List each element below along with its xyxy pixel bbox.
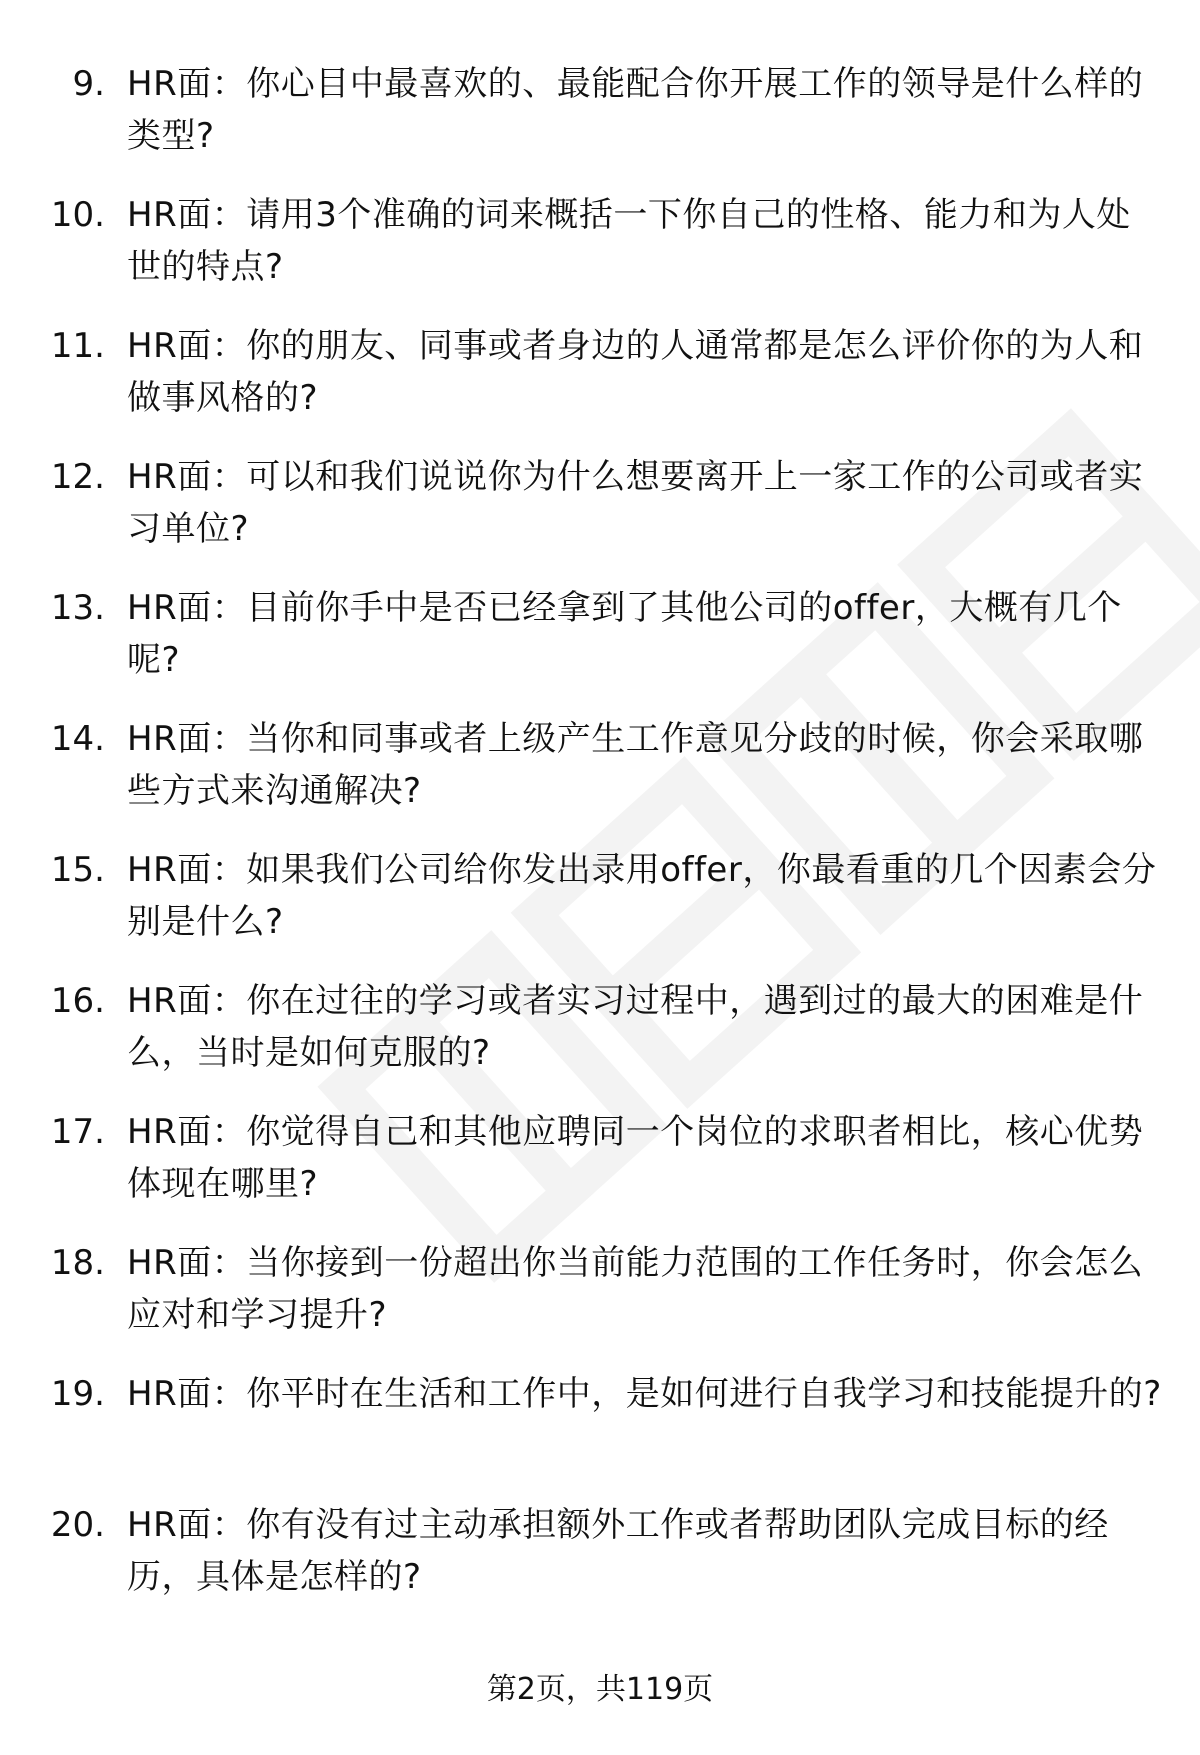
question-number: 11. [50,326,105,366]
question-number: 14. [50,719,105,759]
question-item [0,451,1200,582]
question-text: HR面：请用3个准确的词来概括一下你自己的性格、能力和为人处世的特点? [127,195,1131,287]
question-text: HR面：目前你手中是否已经拿到了其他公司的offer，大概有几个呢? [127,588,1122,680]
question-number: 18. [50,1243,105,1283]
question-number: 9. [72,64,105,104]
question-number: 12. [50,457,105,497]
question-item [0,582,1200,713]
question-item [0,58,1200,189]
question-text: HR面：当你和同事或者上级产生工作意见分歧的时候，你会采取哪些方式来沟通解决? [127,719,1144,811]
question-item [0,1499,1200,1630]
question-item [0,844,1200,975]
question-text: HR面：可以和我们说说你为什么想要离开上一家工作的公司或者实习单位? [127,457,1144,549]
question-number: 10. [50,195,105,235]
question-text: HR面：你觉得自己和其他应聘同一个岗位的求职者相比，核心优势体现在哪里? [127,1112,1144,1204]
question-text: HR面：你平时在生活和工作中，是如何进行自我学习和技能提升的? [127,1374,1162,1414]
question-item [0,975,1200,1106]
question-item [0,320,1200,451]
question-text: HR面：当你接到一份超出你当前能力范围的工作任务时，你会怎么应对和学习提升? [127,1243,1144,1335]
question-item [0,1368,1200,1499]
question-item [0,1237,1200,1368]
question-text: HR面：你的朋友、同事或者身边的人通常都是怎么评价你的为人和做事风格的? [127,326,1144,418]
page-number: 第2页，共119页 [486,1672,714,1707]
question-number: 13. [50,588,105,628]
question-item [0,1106,1200,1237]
question-text: HR面：你在过往的学习或者实习过程中，遇到过的最大的困难是什么，当时是如何克服的? [127,981,1144,1073]
question-item [0,713,1200,844]
question-list [0,58,1200,1630]
question-number: 17. [50,1112,105,1152]
question-item [0,189,1200,320]
question-number: 16. [50,981,105,1021]
question-text: HR面：你有没有过主动承担额外工作或者帮助团队完成目标的经历，具体是怎样的? [127,1505,1109,1597]
question-number: 15. [50,850,105,890]
question-number: 19. [50,1374,105,1414]
question-number: 20. [50,1505,105,1545]
question-text: HR面：你心目中最喜欢的、最能配合你开展工作的领导是什么样的类型? [127,64,1144,156]
question-text: HR面：如果我们公司给你发出录用offer，你最看重的几个因素会分别是什么? [127,850,1157,942]
